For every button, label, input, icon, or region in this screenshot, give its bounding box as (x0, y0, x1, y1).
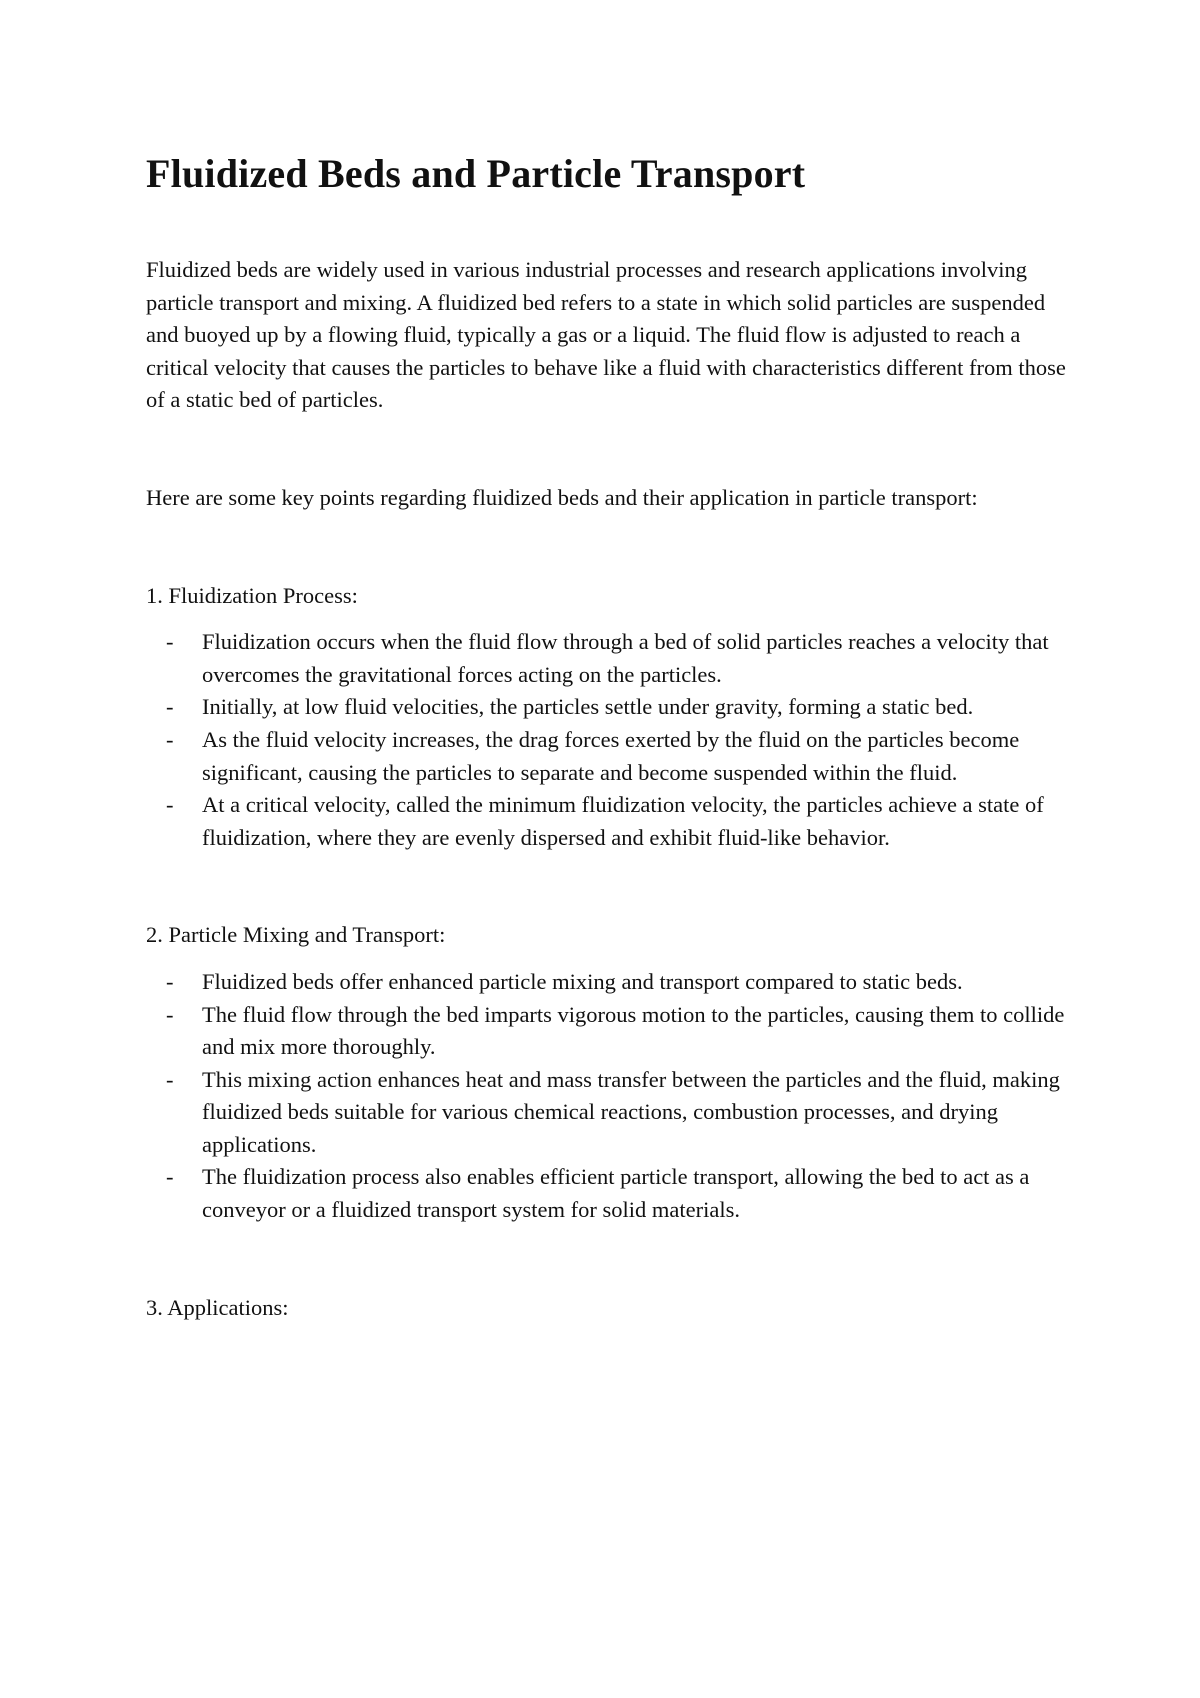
section-fluidization-process (146, 580, 1066, 855)
bullet-marker: - (166, 968, 174, 994)
section-heading: 1. Fluidization Process: (146, 582, 358, 608)
section-applications (146, 1292, 1066, 1325)
bullet-marker: - (166, 1164, 174, 1190)
section-heading: 2. Particle Mixing and Transport: (146, 922, 446, 948)
list-item (146, 691, 1066, 724)
list-item-text: The fluid flow through the bed imparts vigorous motion to the particles, causing them to collide and mix more thoroughly. (202, 1001, 1065, 1060)
bullet-list (146, 626, 1066, 854)
list-item-text: Initially, at low fluid velocities, the particles settle under gravity, forming a static bed. (202, 694, 974, 720)
list-item (146, 626, 1066, 691)
bullet-marker: - (166, 792, 174, 818)
list-item (146, 789, 1066, 854)
section-heading: 3. Applications: (146, 1294, 289, 1320)
bullet-marker: - (166, 726, 174, 752)
intro-paragraph: Fluidized beds are widely used in various industrial processes and research applications involving particle transport and mixing. A fluidized bed refers to a state in which solid particles are suspended and buoyed up by a flowing fluid, typically a gas or a liquid. The fluid flow is adjusted to reach a critical velocity that causes the particles to behave like a fluid with characteristics different from those of a static bed of particles. (146, 257, 1066, 413)
section-particle-mixing (146, 919, 1066, 1226)
list-item (146, 1161, 1066, 1226)
bullet-list (146, 966, 1066, 1227)
list-item-text: The fluidization process also enables efficient particle transport, allowing the bed to act as a conveyor or a fluidized transport system for solid materials. (202, 1164, 1030, 1223)
document-title: Fluidized Beds and Particle Transport (146, 151, 806, 196)
list-item-text: At a critical velocity, called the minimum fluidization velocity, the particles achieve a state of fluidization, where they are evenly dispersed and exhibit fluid-like behavior. (202, 792, 1044, 850)
document-content (146, 150, 1066, 1324)
list-item-text: As the fluid velocity increases, the drag forces exerted by the fluid on the particles become significant, causing the particles to separate and become suspended within the fluid. (202, 726, 1020, 785)
list-item (146, 999, 1066, 1064)
list-item-text: Fluidization occurs when the fluid flow through a bed of solid particles reaches a velocity that overcomes the gravitational forces acting on the particles. (202, 629, 1049, 687)
list-item (146, 724, 1066, 789)
list-item (146, 1064, 1066, 1162)
list-item (146, 966, 1066, 999)
bullet-marker: - (166, 629, 174, 655)
bullet-marker: - (166, 1066, 174, 1092)
list-item-text: This mixing action enhances heat and mass transfer between the particles and the fluid, making fluidized beds suitable for various chemical reactions, combustion processes, and drying applications. (202, 1066, 1060, 1157)
bullet-marker: - (166, 694, 174, 720)
bullet-marker: - (166, 1001, 174, 1027)
list-item-text: Fluidized beds offer enhanced particle mixing and transport compared to static beds. (202, 968, 963, 994)
key-points-intro: Here are some key points regarding fluidized beds and their application in particle transport: (146, 484, 978, 510)
